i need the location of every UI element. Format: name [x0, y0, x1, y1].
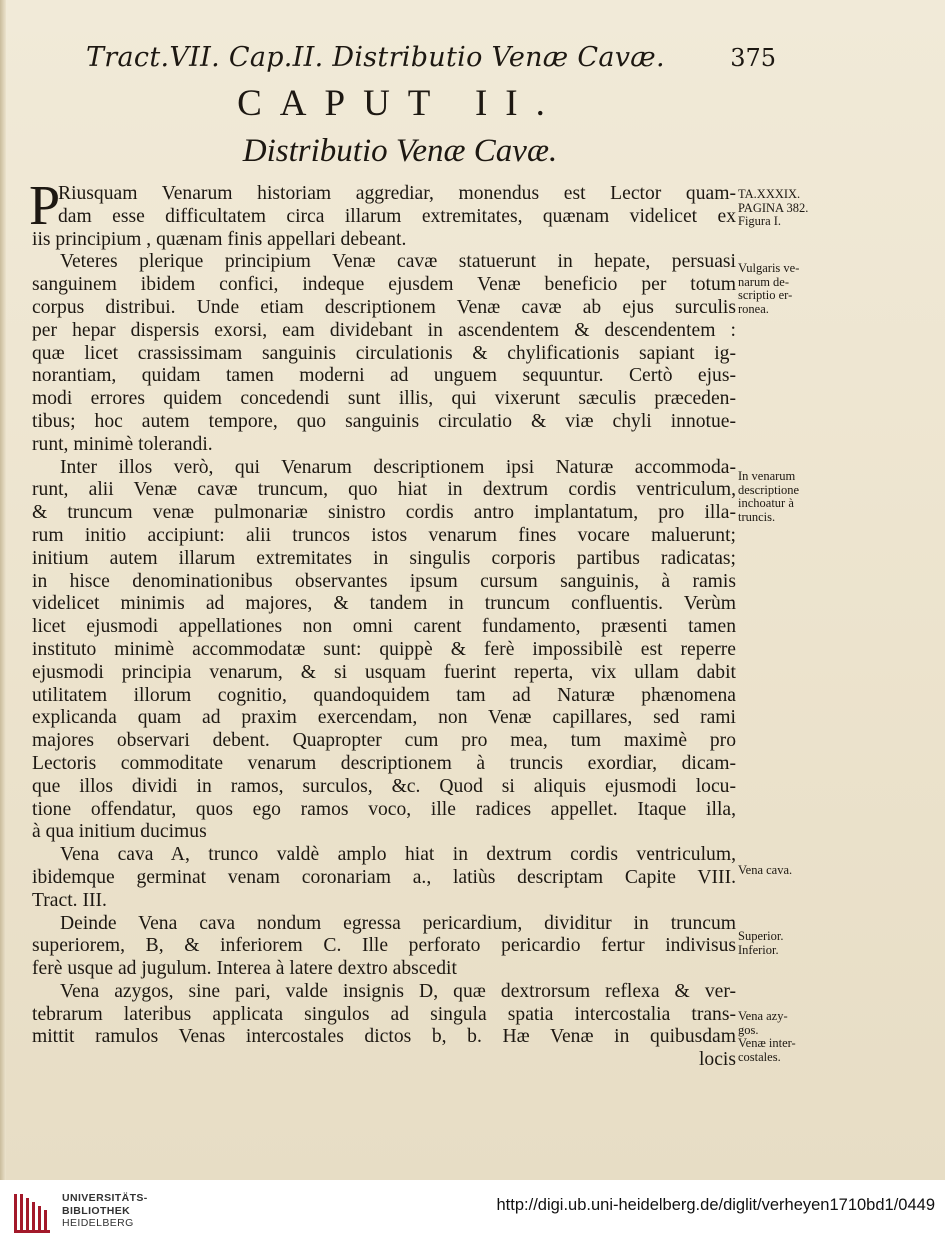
text-line: mittit ramulos Venas intercostales dictos b, b. Hæ Venæ in quibusdam: [32, 1026, 736, 1048]
library-name-line: HEIDELBERG: [62, 1217, 134, 1229]
text-line: instituto minimè accommodatæ sunt: quippè & ferè impossibilè est reperre: [32, 638, 736, 660]
text-line: quæ licet crassissimam sanguinis circulationis & chylificationis sapiant ig-: [32, 342, 736, 364]
text-line: Vena azygos, sine pari, valde insignis D, quæ dextrorsum reflexa & ver-: [60, 980, 736, 1002]
text-line: videlicet minimis ad majores, & tandem in truncum confluentis. Verùm: [32, 593, 736, 615]
text-line: tibus; hoc autem tempore, quo sanguinis circulatio & viæ chyli innotue-: [32, 410, 736, 432]
text-line: Tract. III.: [32, 889, 107, 911]
margin-note-line: Vena azy-: [738, 1009, 788, 1023]
text-line: tebrarum lateribus applicata singulos ad singula spatia intercostalia trans-: [32, 1003, 736, 1025]
margin-note-line: Inferior.: [738, 942, 779, 957]
body-text: [29, 175, 736, 1072]
text-line: runt, minimè tolerandi.: [32, 433, 213, 455]
page-number: 375: [730, 44, 776, 72]
library-name: [62, 1192, 148, 1230]
text-line: in hisce denominationibus observantes ipsum cursum sanguinis, à ramis: [32, 570, 736, 592]
text-line: utilitatem illorum cognitio, quandoquidem tam ad Naturæ phænomena: [32, 684, 736, 706]
margin-note: [738, 930, 838, 957]
page-edge-shadow: [0, 0, 6, 1180]
margin-note-line: Venæ inter-: [738, 1036, 796, 1050]
margin-note: [738, 188, 838, 229]
text-line: ibidemque germinat venam coronariam a., latiùs descriptam Capite VIII.: [32, 866, 736, 888]
margin-note-line: TA.XXXIX.: [738, 187, 801, 201]
text-line: Lectoris commoditate venarum descriptionem à truncis exordiar, dicam-: [32, 752, 736, 774]
margin-note-line: ronea.: [738, 301, 769, 316]
margin-note: [738, 262, 838, 316]
footer-bar: [0, 1180, 945, 1248]
running-header: [86, 40, 776, 82]
text-line: modi errores quidem concedendi sunt illis, qui vixerunt sæculis præceden-: [32, 388, 736, 410]
margin-note-line: Vena cava.: [738, 863, 793, 877]
text-line: superiorem, B, & inferiorem C. Ille perforato pericardio fertur indivisus: [32, 935, 736, 957]
university-library-logo-icon: [12, 1190, 54, 1236]
text-line: locis: [698, 1049, 736, 1071]
library-name-line: BIBLIOTHEK: [62, 1204, 131, 1217]
chapter-heading: CAPUT II.: [237, 83, 563, 124]
text-line: Veteres plerique principium Venæ cavæ statuerunt in hepate, persuasi: [60, 251, 736, 273]
library-name-line: UNIVERSITÄTS-: [62, 1192, 148, 1204]
text-line: Vena cava A, trunco valdè amplo hiat in dextrum cordis ventriculum,: [60, 844, 736, 866]
margin-note-line: Superior.: [738, 929, 784, 943]
text-line: licet ejusmodi appellationes non omni carent fundamento, præsenti tamen: [32, 616, 736, 638]
text-line: dam esse difficultatem circa illarum extremitates, quænam videlicet ex: [58, 205, 736, 227]
margin-note-line: inchoatur à: [738, 496, 794, 510]
margin-note: [738, 864, 838, 878]
text-line: runt, alii Venæ cavæ truncum, quo hiat in dextrum cordis ventriculum,: [32, 479, 736, 501]
margin-note-line: gos.: [738, 1022, 759, 1037]
margin-note-line: descriptione: [738, 482, 800, 497]
text-line: corpus distribui. Unde etiam descriptionem Venæ cavæ ab ejus surculis: [32, 296, 736, 318]
text-line: majores observari debent. Quapropter cum pro mea, tum maximè pro: [32, 730, 736, 752]
margin-note: [738, 470, 838, 524]
margin-note-line: narum de-: [738, 274, 790, 289]
text-line: que illos dividi in ramos, surculos, &c. Quod si aliquis ejusmodi locu-: [32, 775, 736, 797]
text-line: ferè usque ad jugulum. Interea à latere dextro abscedit: [32, 958, 457, 980]
margin-note-line: PAGINA 382.: [738, 200, 809, 215]
text-line: à qua initium ducimus: [32, 821, 207, 843]
margin-note-line: costales.: [738, 1049, 781, 1064]
margin-note-line: Vulgaris ve-: [738, 261, 800, 275]
margin-note: [738, 1010, 838, 1064]
text-line: norantiam, quidam tamen moderni ad unguem sequuntur. Certò ejus-: [32, 365, 736, 387]
text-line: & truncum venæ pulmonariæ sinistro cordis antro implantatum, pro illa-: [32, 502, 736, 524]
margin-note-line: scriptio er-: [738, 288, 793, 302]
margin-note-line: truncis.: [738, 509, 776, 524]
text-line: Riusquam Venarum historiam aggrediar, monendus est Lector quam-: [58, 183, 736, 204]
text-line: initium autem illarum extremitates in singulis corporis partibus radicatas;: [32, 547, 736, 569]
text-line: explicanda quam ad praxim exercendam, non Venæ capillares, sed rami: [32, 707, 736, 729]
text-line: Inter illos verò, qui Venarum descriptionem ipsi Naturæ accommoda-: [60, 456, 736, 478]
margin-note-line: In venarum: [738, 469, 796, 483]
text-line: per hepar dispersis exorsi, eam dividebant in ascendentem & descendentem :: [32, 319, 736, 341]
margin-note-line: Figura I.: [738, 214, 782, 228]
running-title: Tract.VII. Cap.II. Distributio Venæ Cavæ.: [86, 42, 665, 73]
drop-cap: P: [29, 175, 61, 237]
text-line: ejusmodi principia venarum, & si usquam fuerint reperta, vix ullam dabit: [32, 661, 736, 683]
text-line: iis principium , quænam finis appellari debeant.: [32, 228, 407, 250]
chapter-subtitle: Distributio Venæ Cavæ.: [242, 133, 558, 169]
text-line: tione offendatur, quos ego ramos voco, ille radices appellet. Itaque illa,: [32, 798, 736, 820]
text-line: Deinde Vena cava nondum egressa pericardium, dividitur in truncum: [60, 912, 736, 934]
text-line: rum initio accipiunt: alii truncos istos venarum fines vocare maluerunt;: [32, 524, 736, 546]
permalink-url[interactable]: http://digi.ub.uni-heidelberg.de/diglit/verheyen1710bd1/0449: [496, 1196, 935, 1214]
text-line: sanguinem ibidem confici, indeque ejusdem Venæ beneficio per totum: [32, 274, 736, 296]
